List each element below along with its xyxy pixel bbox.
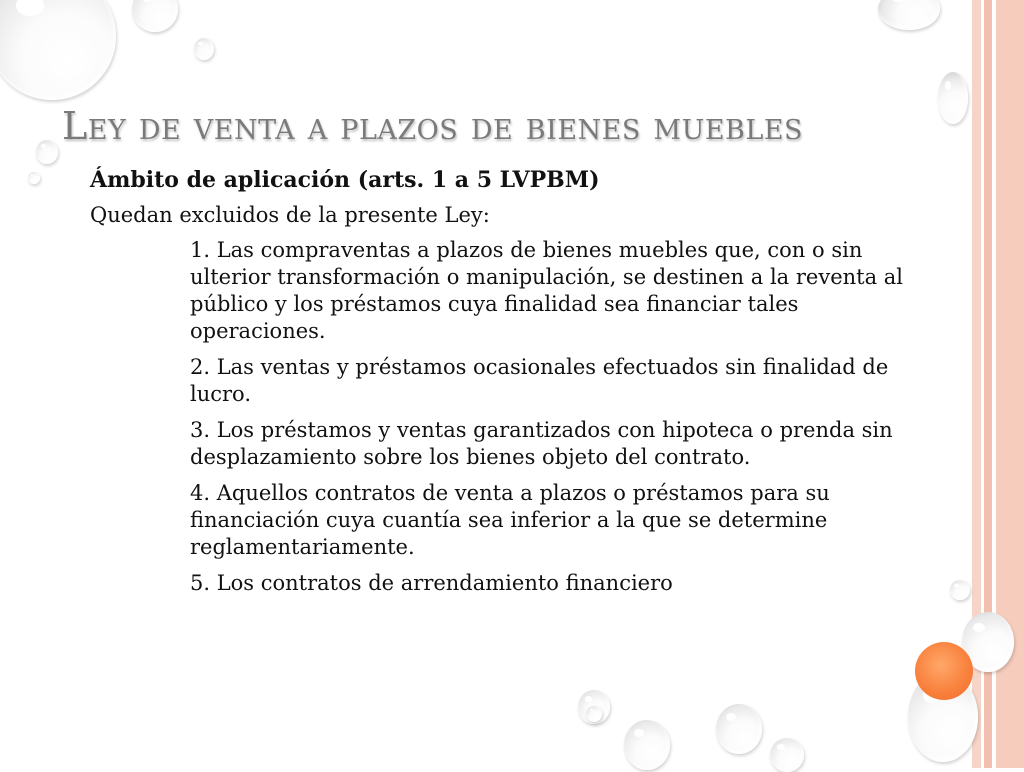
- water-drop-decoration: [36, 140, 58, 164]
- water-drop-decoration: [950, 580, 970, 600]
- intro-text: Quedan excluidos de la presente Ley:: [90, 203, 490, 227]
- list-item: 5. Los contratos de arrendamiento financiero: [190, 571, 673, 595]
- list-item: 4. Aquellos contratos de venta a plazos o préstamos para su financiación cuya cuantía sea inferior a la que se determine reglamentariamente.: [190, 481, 830, 559]
- water-drop-decoration: [194, 38, 214, 60]
- section-heading: Ámbito de aplicación (arts. 1 a 5 LVPBM): [90, 167, 600, 193]
- slide-title: Ley de venta a plazos de bienes muebles: [62, 104, 804, 148]
- slide-body: [90, 166, 940, 606]
- list-item: 3. Los préstamos y ventas garantizados con hipoteca o prenda sin desplazamiento sobre los bienes objeto del contrato.: [190, 418, 893, 469]
- water-drop-decoration: [878, 0, 940, 30]
- water-drop-decoration: [716, 704, 762, 754]
- list-item: 1. Las compraventas a plazos de bienes muebles que, con o sin ulterior transformación o manipulación, se destinen a la reventa al público y los préstamos cuya finalidad sea financiar tales operaciones.: [190, 238, 904, 343]
- water-drop-decoration: [586, 706, 602, 722]
- water-drop-decoration: [770, 738, 804, 772]
- water-drop-decoration: [938, 72, 968, 124]
- water-drop-decoration: [624, 720, 670, 770]
- water-drop-decoration: [0, 0, 116, 100]
- list-item: 2. Las ventas y préstamos ocasionales efectuados sin finalidad de lucro.: [190, 355, 889, 406]
- water-drop-decoration: [28, 172, 40, 184]
- water-drop-decoration: [132, 0, 178, 32]
- exclusion-list: [90, 237, 940, 597]
- orange-dot-decoration: [915, 642, 973, 700]
